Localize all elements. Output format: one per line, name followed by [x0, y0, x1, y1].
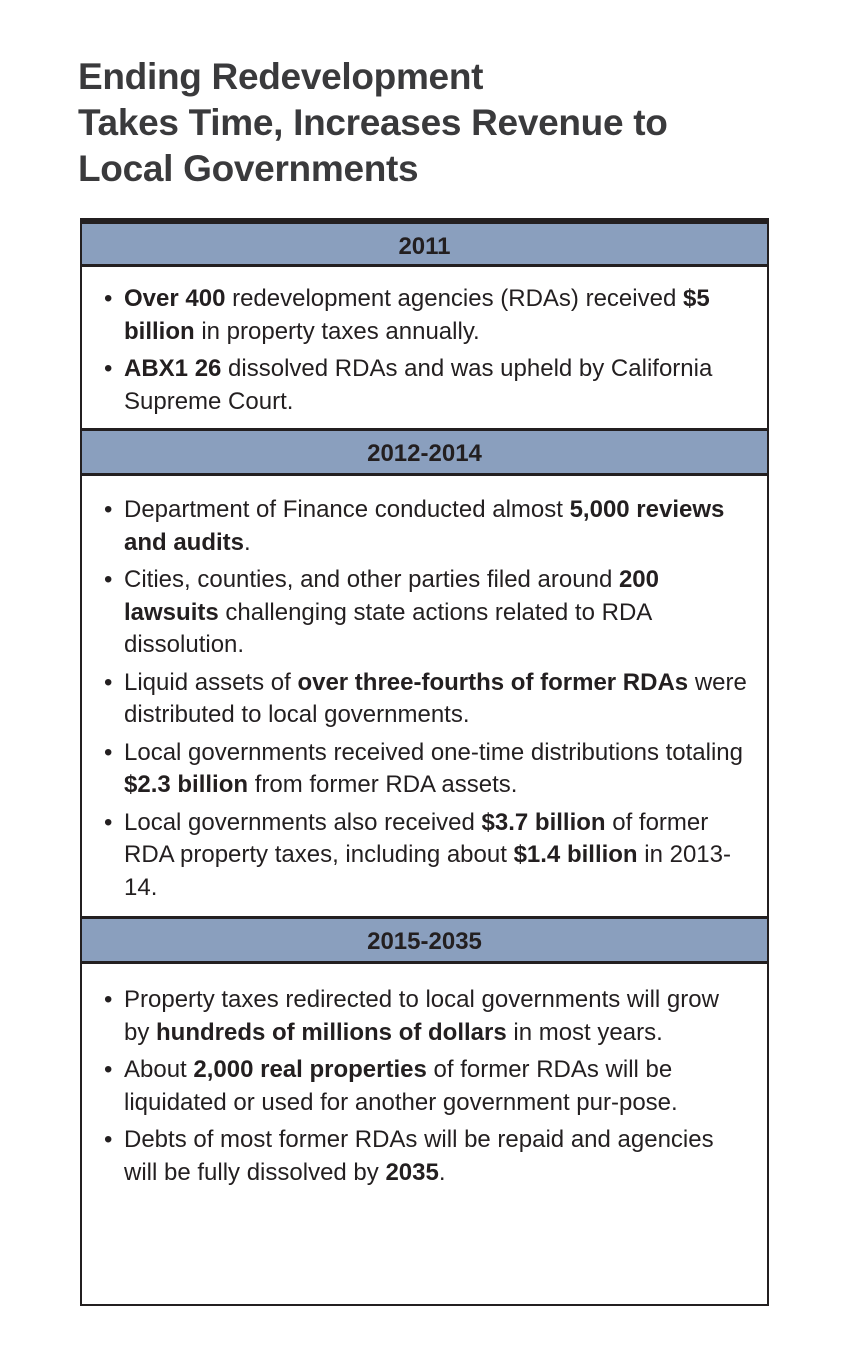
- emphasis-text: 2035: [385, 1158, 439, 1186]
- bullet-text: of former RDA property taxes, including about: [124, 808, 709, 868]
- emphasis-text: 200 lawsuits: [124, 566, 659, 626]
- bullet-text: dissolved RDAs and was upheld by California Supreme Court.: [124, 355, 713, 415]
- section-2012-2014: [82, 428, 767, 916]
- emphasis-text: $2.3 billion: [124, 771, 249, 798]
- bullet-text: in 2013-14.: [124, 841, 731, 901]
- title-line-1: Ending Redevelopment: [78, 56, 484, 97]
- emphasis-text: over three-fourths of former RDAs: [297, 668, 689, 696]
- bullet-text: Local governments received one-time distributions totaling: [124, 738, 743, 766]
- emphasis-text: 5,000 reviews and audits: [124, 496, 725, 556]
- bullet-item: [104, 283, 747, 348]
- bullet-text: of former RDAs will be liquidated or used for another government pur-pose.: [124, 1056, 678, 1116]
- bullet-text: Liquid assets of: [124, 668, 298, 696]
- bullet-item: [104, 353, 747, 418]
- section-2015-2035: [82, 916, 767, 1202]
- bullet-text: About: [124, 1056, 194, 1083]
- bullet-text: redevelopment agencies (RDAs) received: [225, 285, 683, 312]
- emphasis-text: ABX1 26: [124, 355, 222, 382]
- bullet-list: [104, 494, 747, 904]
- emphasis-text: $1.4 billion: [513, 841, 638, 868]
- bullet-item: [104, 564, 747, 662]
- bullet-text: Department of Finance conducted almost: [124, 496, 570, 523]
- bullet-text: Debts of most former RDAs will be repaid and agencies will be fully dissolved by: [124, 1126, 714, 1186]
- bullet-list: [104, 984, 747, 1189]
- bullet-item: [104, 984, 747, 1049]
- bullet-text: Local governments also received: [124, 808, 482, 836]
- section-2011: [82, 224, 767, 428]
- section-header: 2011: [82, 224, 767, 267]
- section-body: [82, 267, 767, 428]
- bullet-item: [104, 737, 747, 802]
- section-body: [82, 476, 767, 916]
- bullet-text: were distributed to local governments.: [124, 668, 747, 728]
- emphasis-text: 2,000 real properties: [193, 1056, 427, 1083]
- bullet-list: [104, 283, 747, 418]
- bullet-text: .: [244, 528, 251, 556]
- section-header: 2012-2014: [82, 428, 767, 476]
- bullet-item: [104, 807, 747, 905]
- title-line-2: Takes Time, Increases Revenue to: [78, 102, 668, 143]
- title-line-3: Local Governments: [78, 148, 419, 189]
- emphasis-text: $5 billion: [124, 285, 710, 345]
- bullet-item: [104, 1054, 747, 1119]
- bullet-item: [104, 494, 747, 559]
- bullet-item: [104, 1124, 747, 1189]
- bullet-text: challenging state actions related to RDA dissolution.: [124, 598, 651, 658]
- bullet-item: [104, 667, 747, 732]
- page-title: [78, 54, 668, 192]
- emphasis-text: hundreds of millions of dollars: [156, 1018, 507, 1046]
- section-body: [82, 964, 767, 1202]
- bullet-text: from former RDA assets.: [248, 771, 518, 798]
- bullet-text: .: [438, 1158, 446, 1186]
- timeline-box: [80, 218, 769, 1306]
- bullet-text: in property taxes annually.: [194, 317, 480, 345]
- bullet-text: in most years.: [506, 1018, 663, 1046]
- emphasis-text: $3.7 billion: [481, 808, 606, 836]
- bullet-text: Property taxes redirected to local governments will grow by: [124, 986, 719, 1046]
- bullet-text: Cities, counties, and other parties filed around: [124, 566, 619, 593]
- section-header: 2015-2035: [82, 916, 767, 964]
- emphasis-text: Over 400: [124, 285, 226, 312]
